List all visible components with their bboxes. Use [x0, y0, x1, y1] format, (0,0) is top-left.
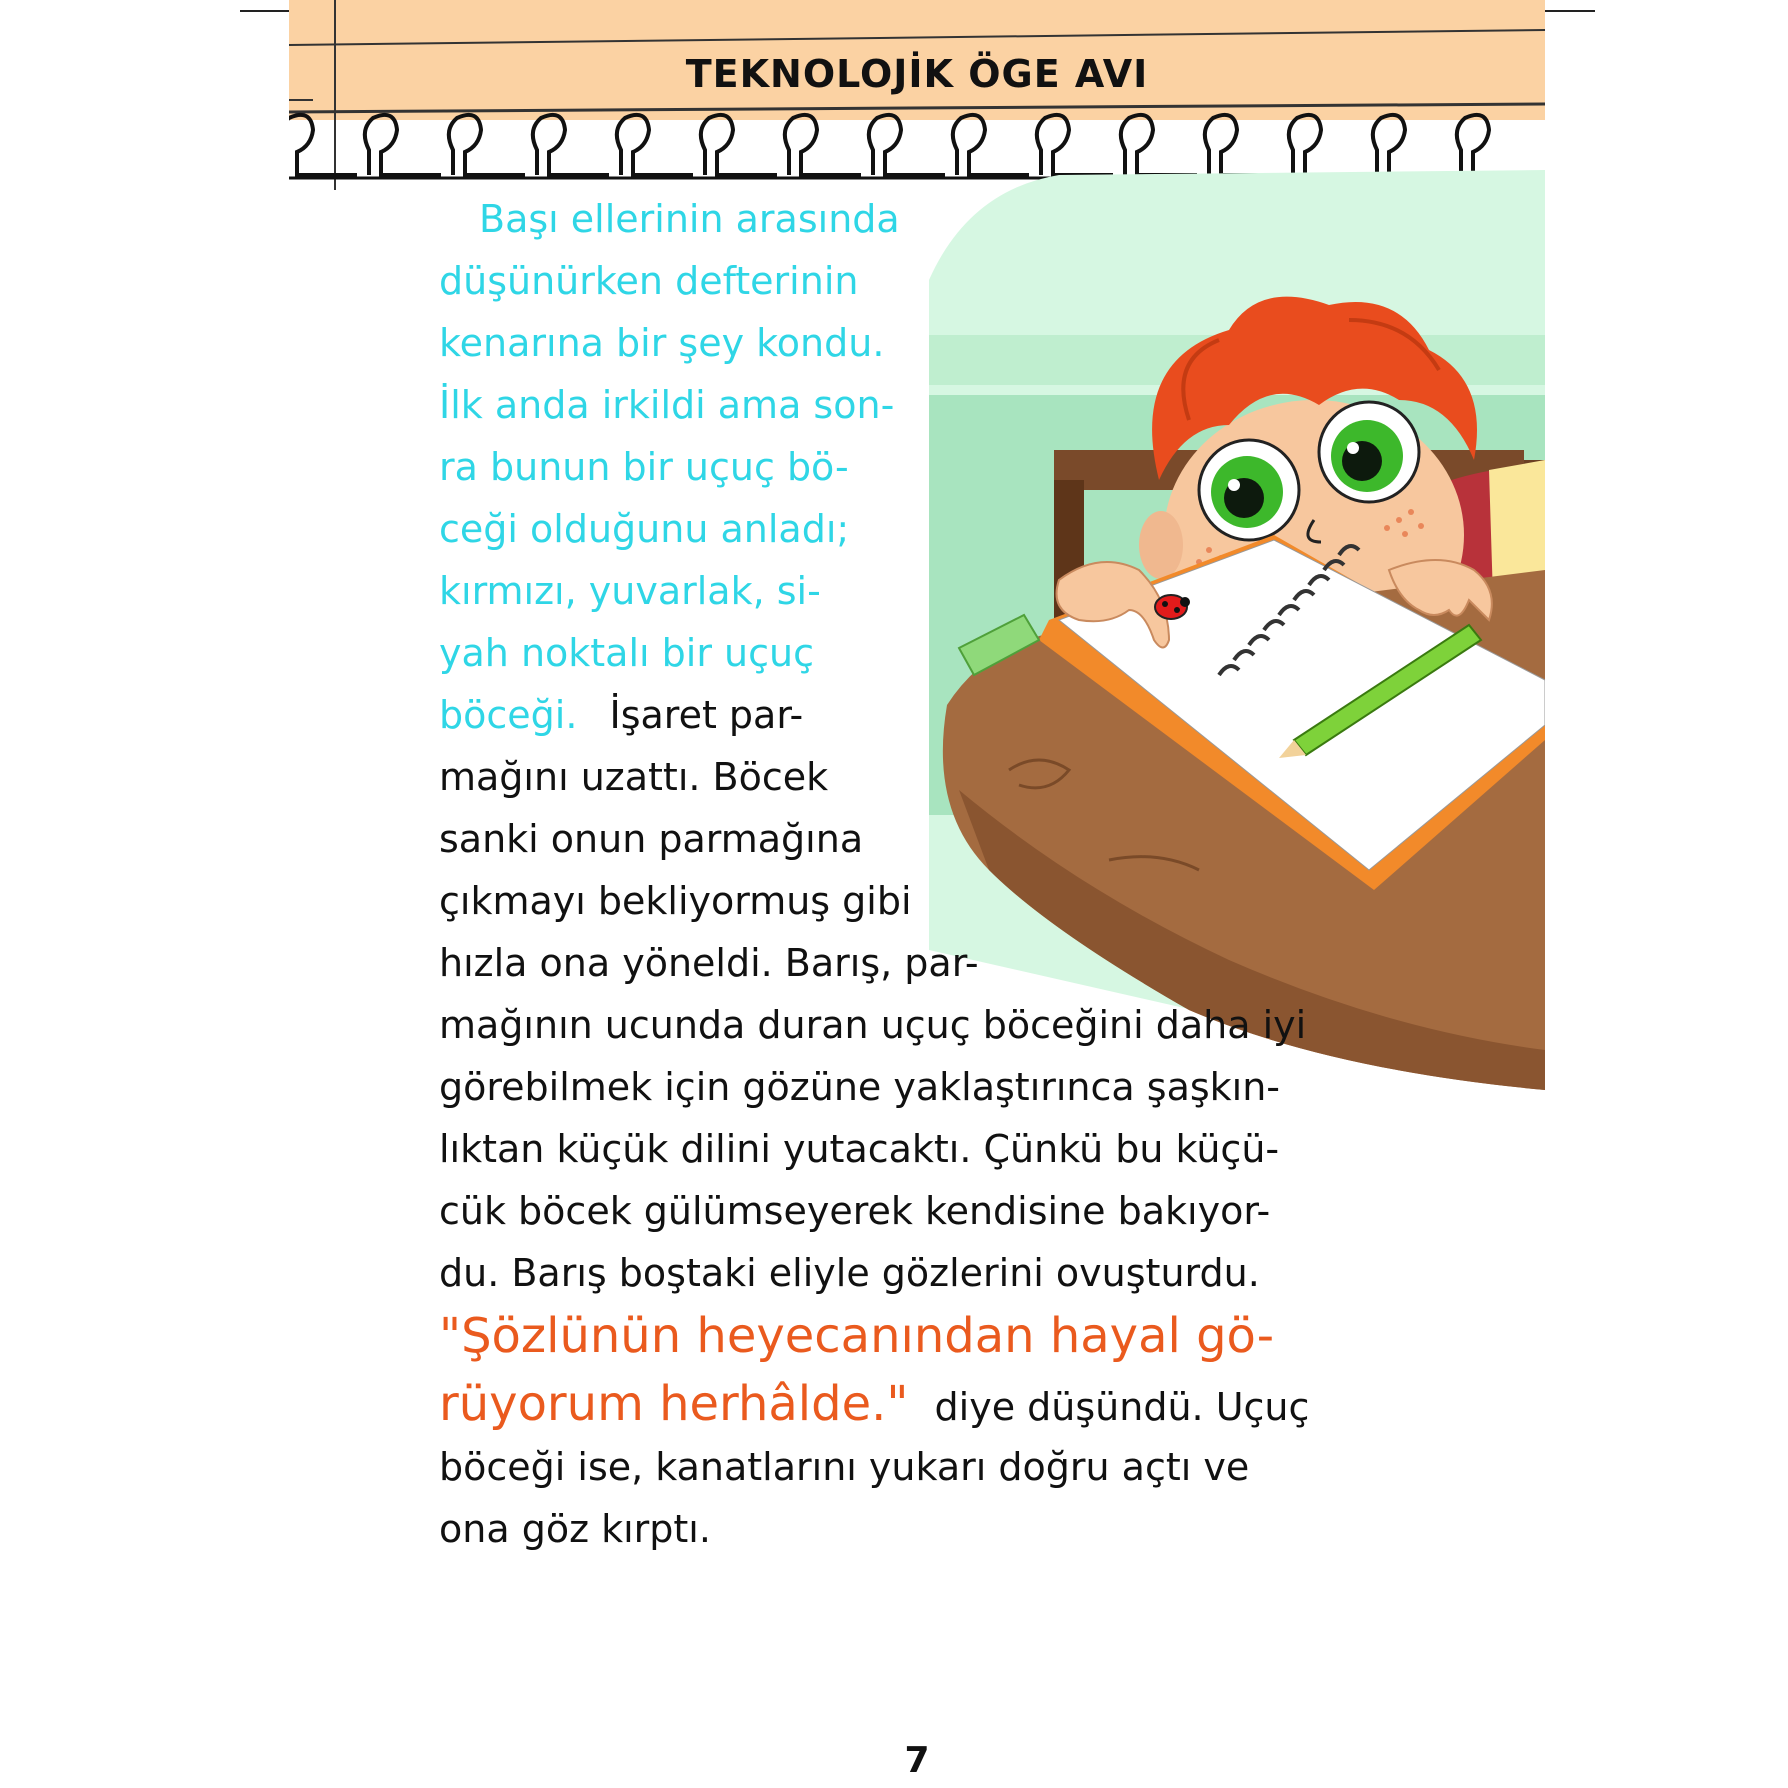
- story-line: cük böcek gülümseyerek kendisine bakıyor-: [439, 1189, 1271, 1233]
- book-page: [289, 0, 1545, 1788]
- story-line: düşünürken defterinin: [439, 259, 859, 303]
- spiral-ring: [1289, 115, 1365, 175]
- story-line: Başı ellerinin arasında: [479, 197, 900, 241]
- story-line: ona göz kırptı.: [439, 1507, 711, 1551]
- boy-with-ladybug-illustration: [929, 170, 1545, 1090]
- story-line: ceği olduğunu anladı;: [439, 507, 850, 551]
- spiral-ring: [617, 115, 693, 175]
- crop-mark-left: [240, 10, 292, 12]
- crop-mark-right: [1545, 10, 1595, 12]
- spiral-ring: [701, 115, 777, 175]
- spiral-ring: [1205, 115, 1281, 175]
- quote-line: "Şözlünün heyecanından hayal gö-: [439, 1308, 1275, 1364]
- spiral-ring: [533, 115, 609, 175]
- story-line: mağını uzattı. Böcek: [439, 755, 829, 799]
- spiral-ring: [953, 115, 1029, 175]
- story-line: çıkmayı bekliyormuş gibi: [439, 879, 912, 923]
- chapter-title: TEKNOLOJİK ÖGE AVI: [685, 52, 1149, 96]
- spiral-ring: [785, 115, 861, 175]
- story-line: lıktan küçük dilini yutacaktı. Çünkü bu küçü-: [439, 1127, 1280, 1171]
- spiral-ring: [289, 115, 357, 175]
- spiral-ring: [449, 115, 525, 175]
- spiral-ring: [365, 115, 441, 175]
- story-line: böceği ise, kanatlarını yukarı doğru açtı ve: [439, 1445, 1250, 1489]
- quote-line-mixed: [439, 1376, 1310, 1432]
- spiral-ring: [1457, 115, 1533, 175]
- spiral-ring: [1121, 115, 1197, 175]
- story-fragment-dark: İşaret par-: [609, 693, 804, 737]
- page-number: 7: [904, 1740, 930, 1781]
- story-line: ra bunun bir uçuç bö-: [439, 445, 849, 489]
- story-line: sanki onun parmağına: [439, 817, 864, 861]
- spiral-binding: [289, 115, 1533, 175]
- quote-fragment: rüyorum herhâlde.": [439, 1376, 909, 1432]
- spiral-ring: [1373, 115, 1449, 175]
- story-line: hızla ona yöneldi. Barış, par-: [439, 941, 979, 985]
- story-line-mixed: [439, 693, 804, 737]
- story-line: kenarına bir şey kondu.: [439, 321, 885, 365]
- spiral-ring: [1037, 115, 1113, 175]
- story-line: kırmızı, yuvarlak, si-: [439, 569, 821, 613]
- story-fragment-cyan: böceği.: [439, 693, 578, 737]
- story-line: İlk anda irkildi ama son-: [439, 383, 895, 427]
- story-line: görebilmek için gözüne yaklaştırınca şaşkın-: [439, 1065, 1281, 1109]
- spiral-ring: [869, 115, 945, 175]
- story-line: yah noktalı bir uçuç: [439, 631, 814, 675]
- story-line: du. Barış boştaki eliyle gözlerini ovuşturdu.: [439, 1251, 1260, 1295]
- story-line: mağının ucunda duran uçuç böceğini daha iyi: [439, 1003, 1307, 1047]
- story-fragment-dark: diye düşündü. Uçuç: [934, 1385, 1310, 1429]
